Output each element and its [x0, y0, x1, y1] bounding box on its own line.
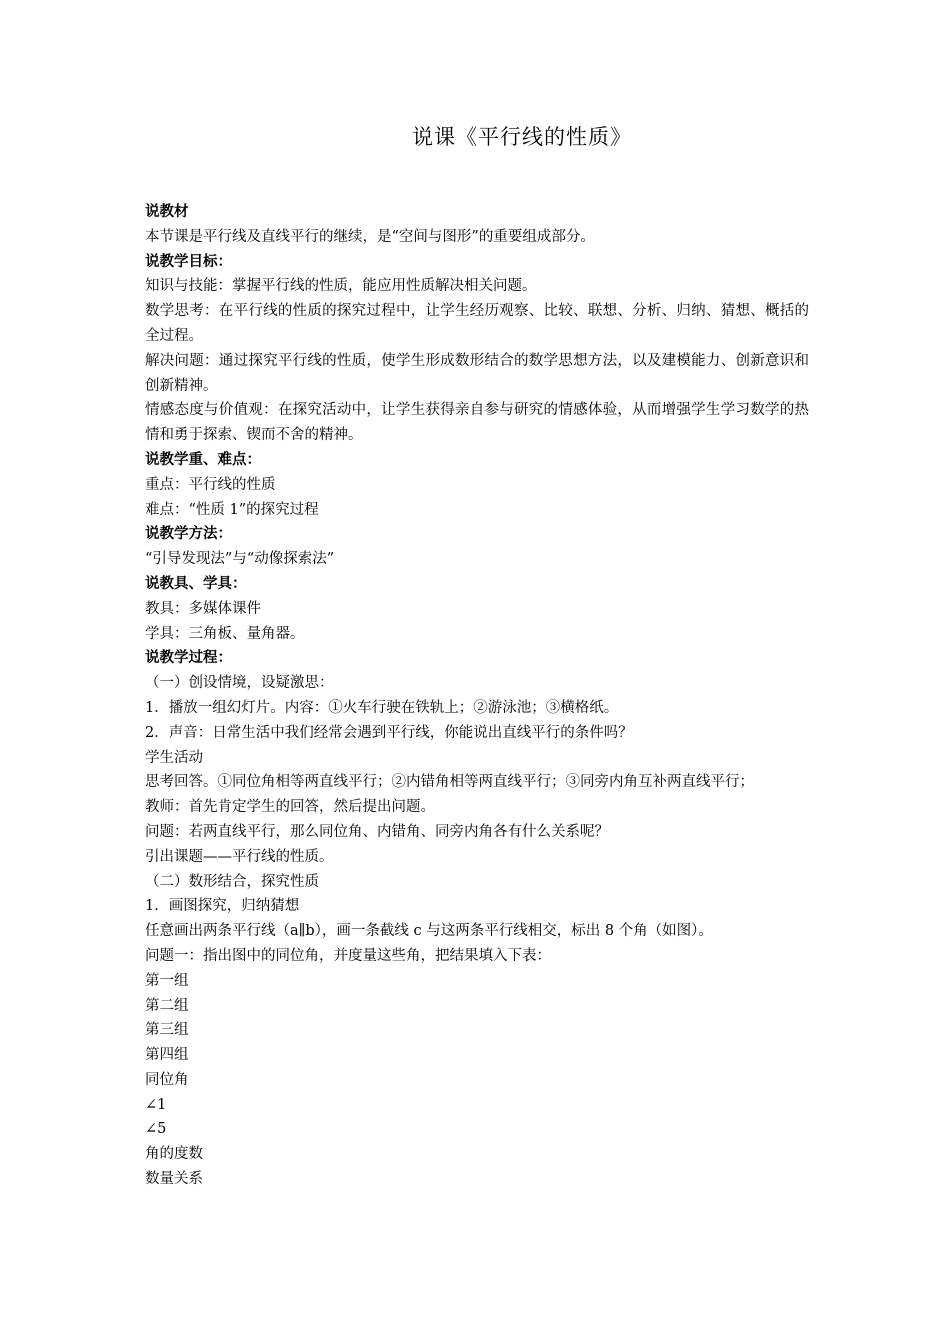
paragraph-line: 教具：多媒体课件: [145, 600, 261, 617]
paragraph-line: （二）数形结合，探究性质: [145, 873, 319, 890]
paragraph-line: 解决问题：通过探究平行线的性质，使学生形成数形结合的数学思想方法，以及建模能力、创新意识和创新精神。: [145, 352, 809, 394]
paragraph-line: 第四组: [145, 1047, 189, 1064]
document-title: 说课《平行线的性质》: [412, 125, 632, 149]
paragraph-line: 知识与技能：掌握平行线的性质，能应用性质解决相关问题。: [145, 278, 537, 295]
paragraph-line: 本节课是平行线及直线平行的继续，是“空间与图形”的重要组成部分。: [145, 228, 595, 245]
paragraph-line: ∠5: [145, 1121, 167, 1138]
paragraph-line: 第一组: [145, 972, 189, 989]
paragraph-line: 任意画出两条平行线（a∥b），画一条截线 c 与这两条平行线相交，标出 8 个角（如图）。: [145, 923, 713, 940]
section-heading: 说教学目标：: [145, 253, 232, 270]
section-heading: 说教学重、难点：: [145, 451, 261, 468]
paragraph-line: 学具：三角板、量角器。: [145, 625, 305, 642]
paragraph-line: 难点：“性质 1”的探究过程: [145, 501, 319, 518]
paragraph-line: 1．画图探究，归纳猜想: [145, 898, 300, 915]
paragraph-line: 问题一：指出图中的同位角，并度量这些角，把结果填入下表：: [145, 947, 551, 964]
paragraph-line: （一）创设情境，设疑激思：: [145, 675, 334, 692]
paragraph-line: 思考回答。①同位角相等两直线平行；②内错角相等两直线平行；③同旁内角互补两直线平行；: [145, 774, 754, 791]
paragraph-line: 第三组: [145, 1022, 189, 1039]
document-body: [145, 200, 809, 1192]
paragraph-line: ∠1: [145, 1096, 167, 1113]
paragraph-line: 教师：首先肯定学生的回答，然后提出问题。: [145, 799, 435, 816]
paragraph-line: 角的度数: [145, 1146, 203, 1163]
paragraph-line: 数学思考：在平行线的性质的探究过程中，让学生经历观察、比较、联想、分析、归纳、猜想、概括的全过程。: [145, 303, 809, 344]
paragraph-line: 引出课题——平行线的性质。: [145, 848, 334, 865]
paragraph-line: 同位角: [145, 1071, 189, 1088]
paragraph-line: 重点：平行线的性质: [145, 476, 276, 493]
paragraph-line: 数量关系: [145, 1171, 203, 1188]
paragraph-line: 问题：若两直线平行，那么同位角、内错角、同旁内角各有什么关系呢？: [145, 823, 609, 840]
paragraph-line: 学生活动: [145, 749, 203, 766]
section-heading: 说教学方法：: [145, 526, 232, 543]
paragraph-line: 情感态度与价值观：在探究活动中，让学生获得亲自参与研究的情感体验，从而增强学生学习数学的热情和勇于探索、锲而不舍的精神。: [145, 402, 809, 444]
paragraph-line: “引导发现法”与“动像探索法”: [145, 551, 335, 568]
paragraph-line: 2．声音：日常生活中我们经常会遇到平行线，你能说出直线平行的条件吗？: [145, 724, 633, 741]
section-heading: 说教具、学具：: [145, 575, 247, 592]
section-heading: 说教材: [145, 204, 189, 220]
paragraph-line: 1．播放一组幻灯片。内容：①火车行驶在铁轨上；②游泳池；③横格纸。: [145, 699, 619, 716]
paragraph-line: 第二组: [145, 997, 189, 1014]
section-heading: 说教学过程：: [145, 650, 232, 667]
